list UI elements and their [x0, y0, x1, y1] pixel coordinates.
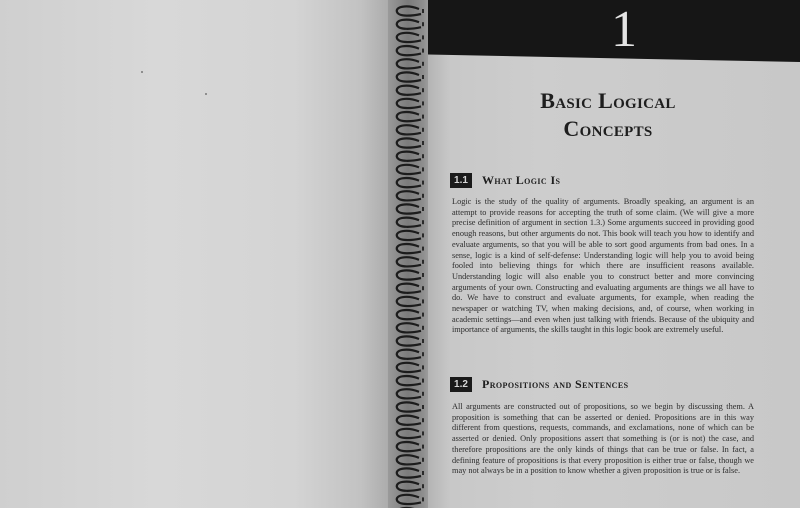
- binding-hole: [422, 207, 424, 211]
- binding-hole: [422, 445, 424, 449]
- section-number-badge: 1.1: [450, 173, 472, 188]
- chapter-number: 1: [611, 1, 637, 58]
- spiral-coil-loop: [397, 495, 421, 504]
- spiral-coil-loop: [397, 297, 421, 306]
- spiral-coil-loop: [397, 310, 421, 319]
- binding-hole: [422, 22, 424, 26]
- binding-hole: [422, 339, 424, 343]
- left-blank-page: [0, 0, 392, 508]
- spiral-coil-loop: [397, 138, 421, 147]
- spiral-coil-loop: [397, 363, 421, 372]
- binding-hole: [422, 273, 424, 277]
- binding-hole: [422, 431, 424, 435]
- spiral-coil-loop: [397, 125, 421, 134]
- spiral-coil-loop: [397, 402, 421, 411]
- spiral-coil-loop: [397, 112, 421, 121]
- spiral-binding: [392, 0, 432, 508]
- spiral-coil-loop: [397, 482, 421, 491]
- binding-hole: [422, 497, 424, 501]
- binding-hole: [422, 181, 424, 185]
- binding-hole: [422, 299, 424, 303]
- binding-hole: [422, 62, 424, 66]
- binding-hole: [422, 260, 424, 264]
- binding-hole: [422, 365, 424, 369]
- spiral-coil-loop: [397, 46, 421, 55]
- spiral-coil-loop: [397, 244, 421, 253]
- spiral-coil-loop: [397, 72, 421, 81]
- binding-hole: [422, 418, 424, 422]
- binding-hole: [422, 484, 424, 488]
- spiral-coil-loop: [397, 231, 421, 240]
- spiral-coil-loop: [397, 218, 421, 227]
- binding-hole: [422, 9, 424, 13]
- chapter-title-line-1: Basic Logical: [540, 88, 676, 113]
- section-1-1-paragraph: Logic is the study of the quality of arguments. Broadly speaking, an argument is an attempt to provide reasons for accepting the truth of some claim. (We will give a more precise definition of argument in section 1.3.) Some arguments succeed in providing good enough reasons, but other arguments do not. This book will teach you how to identify and evaluate arguments, so that you will be able to sort good arguments from bad ones. In a sense, logic is a kind of self-defense: Understanding logic will help you to avoid being fooled into believing things for which there are insufficient reasons available. Understanding logic will also enable you to construct better and more convincing arguments of your own. Constructing and evaluating arguments are things we all have to do. We have to construct and evaluate arguments, for example, when reading the newspaper or watching TV, when making decisions, and, of course, when working in academic settings—and even when just talking with friends. Because of the ubiquity and importance of arguments, the skills taught in this logic book are extremely useful.: [452, 197, 754, 335]
- paper-speck: [141, 71, 143, 73]
- spiral-coil-loop: [397, 152, 421, 161]
- section-1-2-paragraph: All arguments are constructed out of propositions, so we begin by discussing them. A proposition is something that can be asserted or denied. Propositions are in this way different from questions, requests, commands, and exclamations, none of which can be asserted or denied. Only propositions assert that something is (or is not) the case, and therefore propositions are the only kinds of things that can be true or false. In fact, a defining feature of propositions is that every proposition is either true or false, though we may not always be in a position to know whether a given proposition is true or is false.: [452, 402, 754, 476]
- binding-hole: [422, 75, 424, 79]
- binding-hole: [422, 35, 424, 39]
- spiral-coil-loop: [397, 284, 421, 293]
- binding-hole: [422, 286, 424, 290]
- spiral-coil-loop: [397, 350, 421, 359]
- spiral-coil-loop: [397, 257, 421, 266]
- binding-hole: [422, 471, 424, 475]
- spiral-coil-loop: [397, 429, 421, 438]
- binding-hole: [422, 154, 424, 158]
- binding-hole: [422, 101, 424, 105]
- binding-hole: [422, 379, 424, 383]
- spiral-coil-loop: [397, 416, 421, 425]
- spiral-coil-loop: [397, 442, 421, 451]
- paper-speck: [205, 93, 207, 95]
- spiral-coil-loop: [397, 389, 421, 398]
- binding-hole: [422, 247, 424, 251]
- spiral-coil-loop: [397, 20, 421, 29]
- binding-hole: [422, 352, 424, 356]
- spiral-coil-loop: [397, 99, 421, 108]
- spiral-coil-loop: [397, 191, 421, 200]
- binding-hole: [422, 128, 424, 132]
- binding-hole: [422, 458, 424, 462]
- binding-hole: [422, 392, 424, 396]
- spiral-coil-loop: [397, 336, 421, 345]
- binding-hole: [422, 220, 424, 224]
- spiral-coil-loop: [397, 376, 421, 385]
- binding-hole: [422, 49, 424, 53]
- binding-hole: [422, 88, 424, 92]
- section-title: What Logic Is: [482, 173, 561, 187]
- spiral-coil-loop: [397, 59, 421, 68]
- binding-hole: [422, 141, 424, 145]
- spiral-coil-loop: [397, 270, 421, 279]
- spiral-coil-loop: [397, 455, 421, 464]
- binding-hole: [422, 405, 424, 409]
- spiral-coil-loop: [397, 6, 421, 15]
- spiral-coil-loop: [397, 165, 421, 174]
- spiral-coil-loop: [397, 33, 421, 42]
- spiral-coil-loop: [397, 204, 421, 213]
- binding-hole: [422, 115, 424, 119]
- spiral-coil-loop: [397, 323, 421, 332]
- binding-hole: [422, 233, 424, 237]
- spiral-coil-loop: [397, 86, 421, 95]
- section-title: Propositions and Sentences: [482, 377, 629, 391]
- spiral-coil-loop: [397, 468, 421, 477]
- section-number-badge: 1.2: [450, 377, 472, 392]
- chapter-title-line-2: Concepts: [563, 116, 653, 141]
- binding-hole: [422, 326, 424, 330]
- binding-hole: [422, 194, 424, 198]
- spiral-coil-loop: [397, 178, 421, 187]
- binding-hole: [422, 313, 424, 317]
- binding-hole: [422, 167, 424, 171]
